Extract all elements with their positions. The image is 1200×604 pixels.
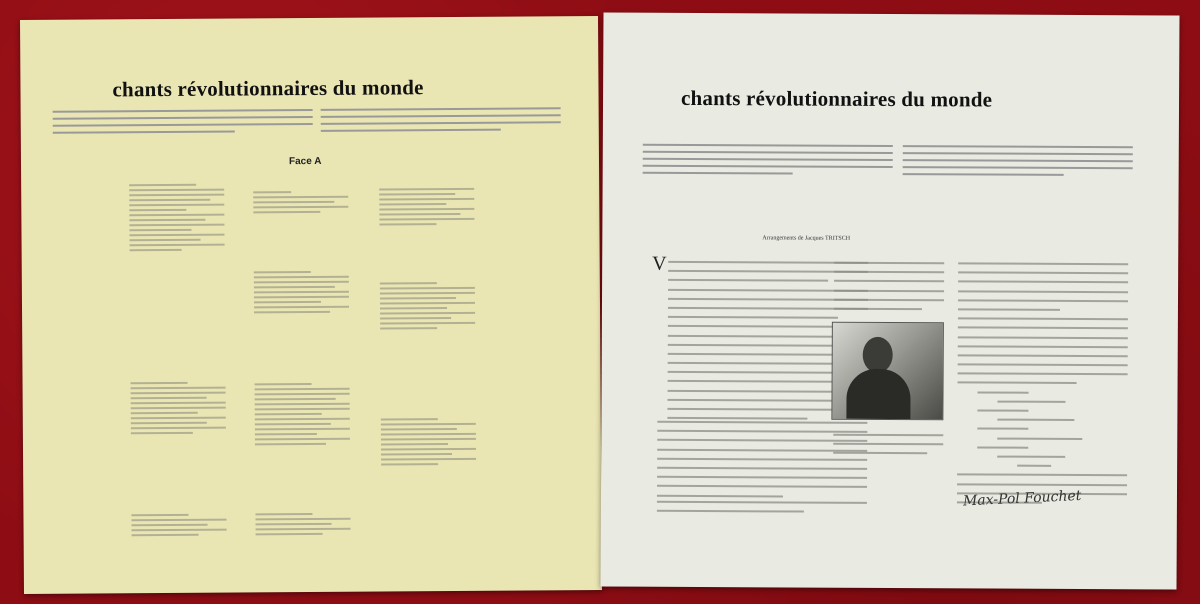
left-inner-sleeve <box>20 16 602 594</box>
track-list-face-b <box>321 104 561 137</box>
track-list-face-b-right <box>903 142 1133 181</box>
lyrics-block <box>131 379 226 438</box>
arrangements-credit: Arrangements de Jacques TRITSCH <box>762 235 851 242</box>
lyrics-block <box>381 415 476 469</box>
essay-column-1-end <box>657 501 867 520</box>
track-list-face-a-right <box>643 141 893 180</box>
author-photo <box>831 322 944 421</box>
lyrics-block <box>379 185 474 229</box>
lyrics-block <box>255 380 350 449</box>
author-signature: Max-Pol Fouchet <box>962 487 1082 510</box>
face-a-heading: Face A <box>288 155 322 168</box>
track-list-face-a <box>53 106 313 139</box>
drop-cap: V <box>652 252 667 275</box>
lyrics-block <box>129 181 225 255</box>
lyrics-block <box>253 188 348 217</box>
lyrics-block <box>255 510 350 539</box>
album-title-left: chants révolutionnaires du monde <box>112 75 424 102</box>
album-title-right: chants révolutionnaires du monde <box>680 85 993 112</box>
lyrics-block <box>380 279 475 333</box>
essay-column-3 <box>957 262 1128 511</box>
essay-column-2-top <box>834 262 944 318</box>
right-inner-sleeve <box>601 12 1180 589</box>
lyrics-block <box>254 268 349 317</box>
essay-column-2-bottom <box>833 434 943 462</box>
lyrics-block <box>131 511 226 540</box>
